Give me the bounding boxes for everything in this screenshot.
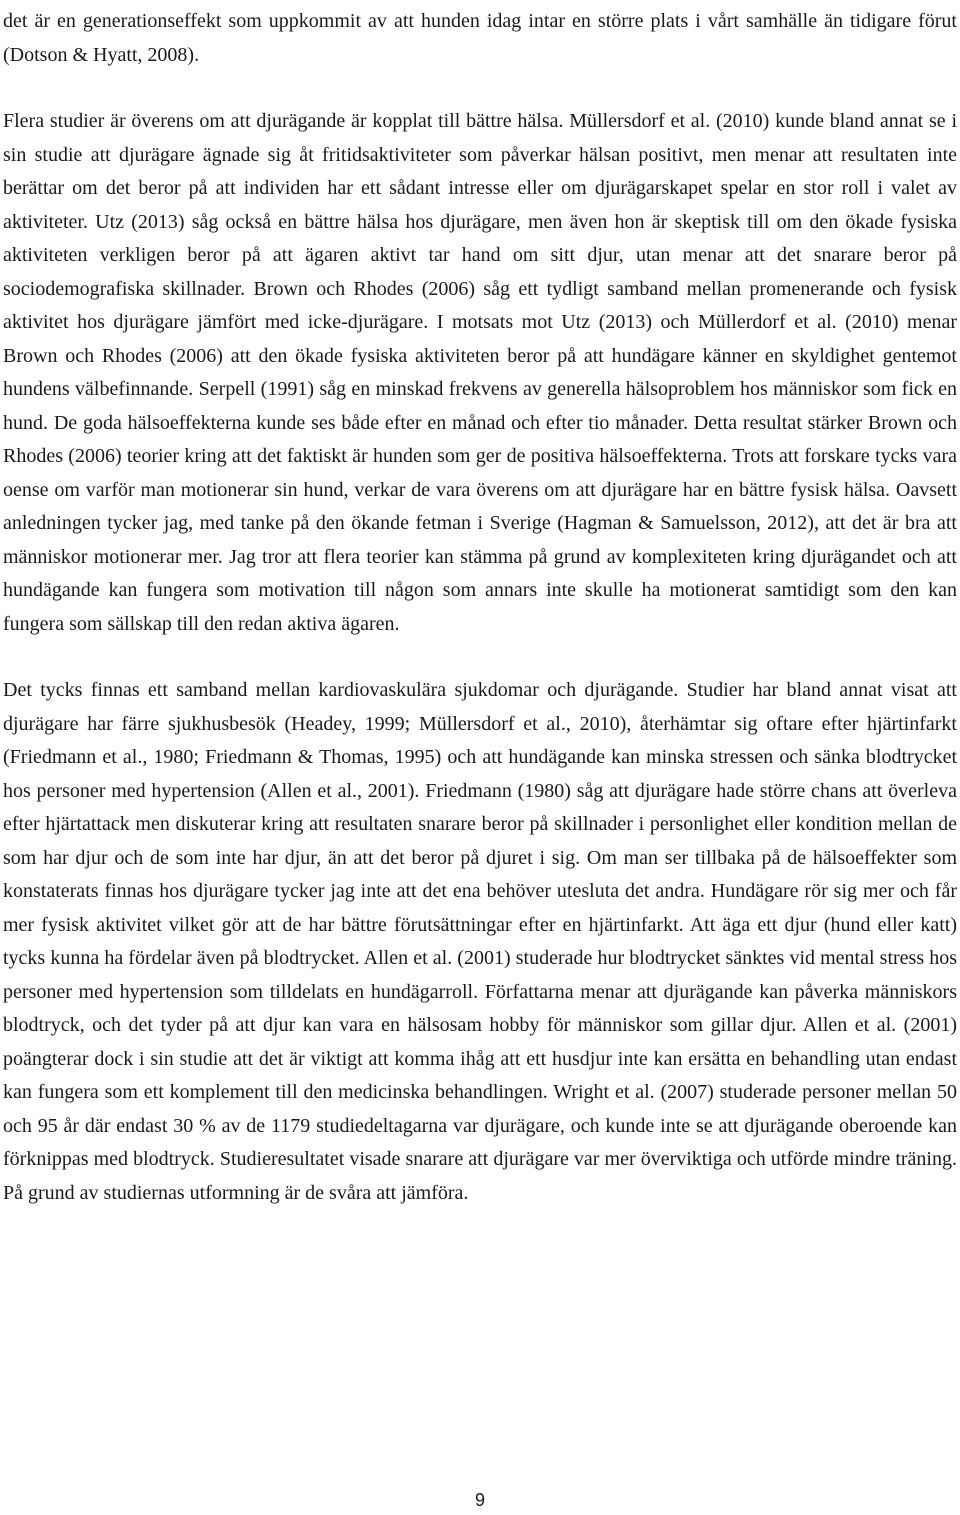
body-text — [3, 5, 957, 1210]
page-number: 9 — [474, 1490, 485, 1510]
paragraph-spacer — [3, 641, 957, 674]
paragraph-pet-health: Flera studier är överens om att djurägande är kopplat till bättre hälsa. Müllersdorf et al. (2010) kunde bland annat se i sin studie att djurägare ägnade sig åt fritidsaktiviteter som påverkar hälsan positivt, men menar att resultaten inte berättar om det beror på att individen har ett sådant intresse eller om djurägarskapet spelar en stor roll i valet av aktiviteter. Utz (2013) såg också en bättre hälsa hos djurägare, men även hon är skeptisk till om den ökade fysiska aktiviteten verkligen beror på att ägaren aktivt tar hand om sitt djur, utan menar att det snarare beror på sociodemografiska skillnader. Brown och Rhodes (2006) såg ett tydligt samband mellan promenerande och fysisk aktivitet hos djurägare jämfört med icke-djurägare. I motsats mot Utz (2013) och Müllerdorf et al. (2010) menar Brown och Rhodes (2006) att den ökade fysiska aktiviteten beror på att hundägare känner en skyldighet gentemot hundens välbefinnande. Serpell (1991) såg en minskad frekvens av generella hälsoproblem hos människor som fick en hund. De goda hälsoeffekterna kunde ses både efter en månad och efter tio månader. Detta resultat stärker Brown och Rhodes (2006) teorier kring att det faktiskt är hunden som ger de positiva hälsoeffekterna. Trots att forskare tycks vara oense om varför man motionerar sin hund, verkar de vara överens om att djurägare har en bättre fysisk hälsa. Oavsett anledningen tycker jag, med tanke på den ökande fetman i Sverige (Hagman & Samuelsson, 2012), att det är bra att människor motionerar mer. Jag tror att flera teorier kan stämma på grund av komplexiteten kring djurägandet och att hundägande kan fungera som motivation till någon som annars inte skulle ha motionerat samtidigt som den kan fungera som sällskap till den redan aktiva ägaren. — [3, 110, 957, 635]
paragraph-cardiovascular: Det tycks finnas ett samband mellan kardiovaskulära sjukdomar och djurägande. Studier har bland annat visat att djurägare har färre sjukhusbesök (Headey, 1999; Müllersdorf et al., 2010), återhämtar sig oftare efter hjärtinfarkt (Friedmann et al., 1980; Friedmann & Thomas, 1995) och att hundägande kan minska stressen och sänka blodtrycket hos personer med hypertension (Allen et al., 2001). Friedmann (1980) såg att djurägare hade större chans att överleva efter hjärtattack men diskuterar kring att resultaten snarare beror på skillnader i personlighet eller kondition mellan de som har djur och de som inte har djur, än att det beror på djuret i sig. Om man ser tillbaka på de hälsoeffekter som konstaterats finnas hos djurägare tycker jag inte att det ena behöver utesluta det andra. Hundägare rör sig mer och får mer fysisk aktivitet vilket gör att de har bättre förutsättningar efter en hjärtinfarkt. Att äga ett djur (hund eller katt) tycks kunna ha fördelar även på blodtrycket. Allen et al. (2001) studerade hur blodtrycket sänktes vid mental stress hos personer med hypertension som tilldelats en hundägarroll. Författarna menar att djurägande kan påverka människors blodtryck, och det tyder på att djur kan vara en hälsosam hobby för människor som gillar djur. Allen et al. (2001) poängterar dock i sin studie att det är viktigt att komma ihåg att ett husdjur inte kan ersätta en behandling utan endast kan fungera som ett komplement till den medicinska behandlingen. Wright et al. (2007) studerade personer mellan 50 och 95 år där endast 30 % av de 1179 studiedeltagarna var djurägare, och kunde inte se att djurägande oberoende kan förknippas med blodtryck. Studieresultatet visade snarare att djurägare var mer överviktiga och utförde mindre träning. På grund av studiernas utformning är de svåra att jämföra. — [3, 679, 957, 1204]
paragraph-continuation: det är en generationseffekt som uppkommit av att hunden idag intar en större plats i vårt samhälle än tidigare förut (Dotson & Hyatt, 2008). — [3, 10, 957, 66]
paragraph-spacer — [3, 72, 957, 105]
